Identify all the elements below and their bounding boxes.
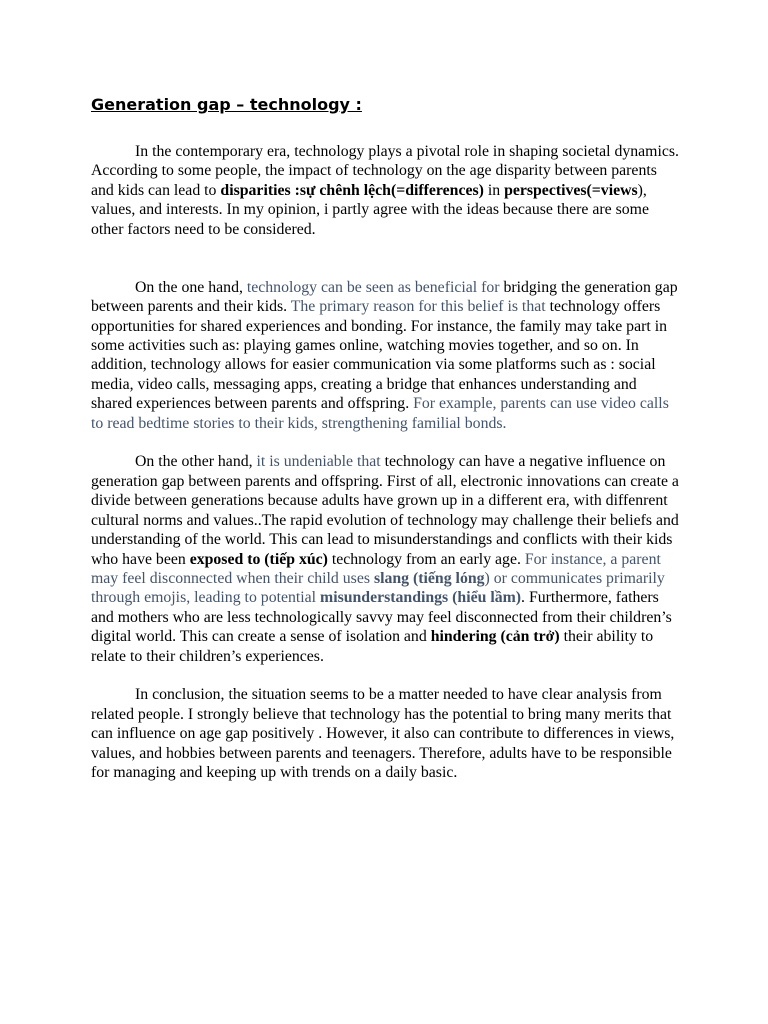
paragraph-benefits <box>91 278 681 433</box>
paragraph-conclusion <box>91 685 681 782</box>
text-run: On the other hand, <box>135 453 257 471</box>
paragraph-drawbacks <box>91 452 681 665</box>
bold-text: disparities :sự chênh lệch(=differences) <box>220 181 484 199</box>
text-run: In conclusion, the situation seems to be a matter needed to have clear analysis from related people. I strongly believe that technology has the potential to bring many merits that can influence on age gap positively . However, it also can contribute to differences in views, values, and hobbies between parents and teenagers. Therefore, adults have to be responsible for managing and keeping up with trends on a daily basic. <box>91 686 675 781</box>
text-run: technology can have a negative influence on generation gap between parents and offspring. First of all, electronic innovations can create a divide between generations because adults have grown up in a different era, with diffenrent cultural norms and values..The rapid evolution of technology may challenge their beliefs and understanding of the world. This can lead to misunderstandings and conflicts with their kids who have been <box>91 453 679 568</box>
bold-text: hindering (cản trở) <box>430 628 560 646</box>
text-run: their ability to relate to their children’s experiences. <box>91 628 654 665</box>
text-run: bridging the generation gap between parents and their kids. <box>91 278 678 316</box>
highlighted-bold-text: slang (tiếng lóng <box>373 569 485 587</box>
highlighted-text: For example, parents can use video calls to read bedtime stories to their kids, strengthening familial bonds. <box>91 395 669 432</box>
highlighted-bold-text: misunderstandings (hiểu lầm) <box>320 589 522 607</box>
paragraph-introduction <box>91 142 681 239</box>
document-title: Generation gap – technology : <box>91 95 362 114</box>
highlighted-text: For instance, a parent may feel disconnected when their child uses <box>91 550 661 587</box>
text-run: On the one hand, <box>135 278 247 296</box>
text-run: in <box>483 181 505 199</box>
text-run: technology offers opportunities for shared experiences and bonding. For instance, the family may take part in some activities such as: playing games online, watching movies together, and so on. In addition, technology allows for easier communication via some platforms such as : social media, video calls, messaging apps, creating a bridge that enhances understanding and shared experiences between parents and offspring. <box>91 298 667 413</box>
highlighted-text: it is undeniable that <box>256 453 381 471</box>
text-run: . Furthermore, fathers and mothers who are less technologically savvy may feel disconnected from their children’s digital world. This can create a sense of isolation and <box>91 589 672 646</box>
text-run: technology from an early age. <box>327 550 525 568</box>
bold-text: perspectives(=views <box>504 181 638 199</box>
document-body <box>91 142 681 782</box>
text-run: ), values, and interests. In my opinion, i partly agree with the ideas because there are some other factors need to be considered. <box>91 181 649 238</box>
bold-text: exposed to (tiếp xúc) <box>189 550 328 568</box>
highlighted-text: technology can be seen as beneficial for <box>246 278 500 296</box>
text-run: In the contemporary era, technology plays a pivotal role in shaping societal dynamics. According to some people, the impact of technology on the age disparity between parents and kids can lead to <box>91 143 679 199</box>
highlighted-text: ) or communicates primarily through emojis, leading to potential <box>91 569 665 607</box>
highlighted-text: The primary reason for this belief is that <box>290 298 546 316</box>
